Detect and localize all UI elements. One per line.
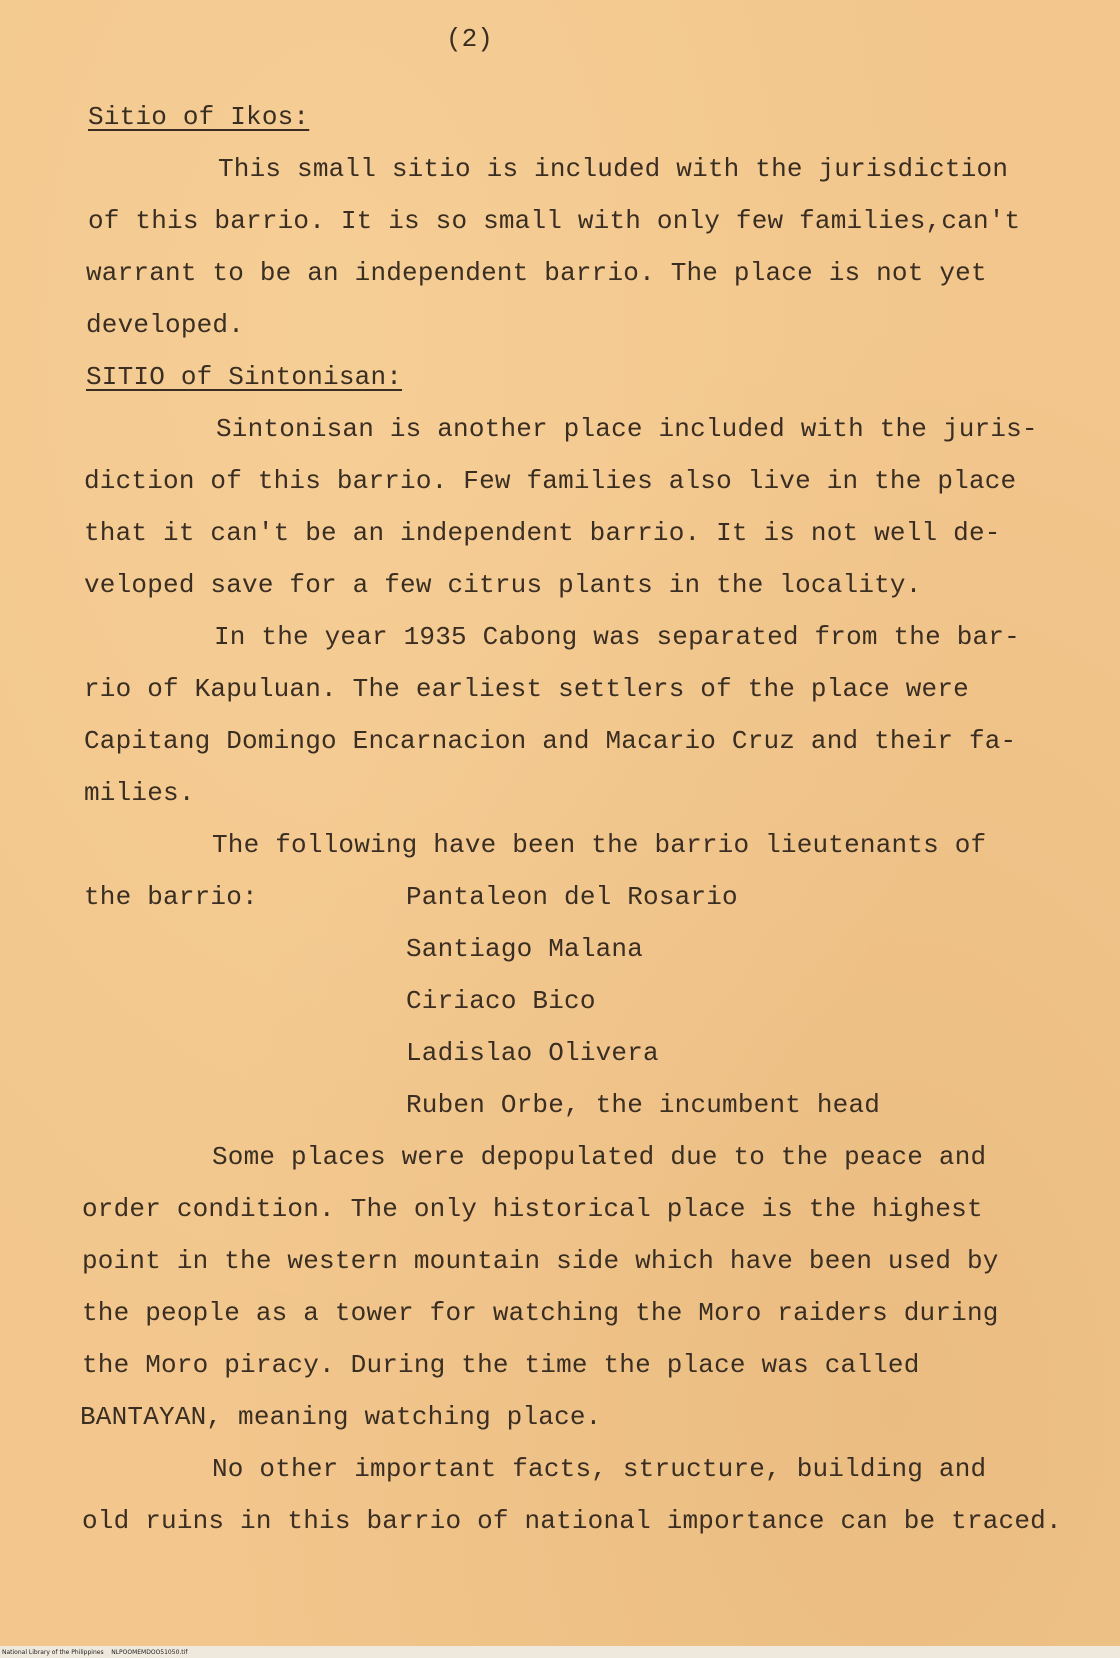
paragraph-line: milies. xyxy=(84,778,195,808)
paragraph-line: veloped save for a few citrus plants in the locality. xyxy=(84,570,922,600)
paragraph-line: BANTAYAN, meaning watching place. xyxy=(80,1402,602,1432)
lieutenant-name: Ciriaco Bico xyxy=(406,986,596,1016)
paragraph-line: that it can't be an independent barrio. It is not well de- xyxy=(84,518,1001,548)
lieutenant-name: Santiago Malana xyxy=(406,934,644,964)
lieutenant-name: Pantaleon del Rosario xyxy=(406,882,738,912)
paragraph-line: developed. xyxy=(86,310,245,340)
paragraph-line: the people as a tower for watching the Moro raiders during xyxy=(82,1298,999,1328)
page-number: (2) xyxy=(446,24,493,54)
paragraph-line: old ruins in this barrio of national importance can be traced. xyxy=(82,1506,1062,1536)
lieutenant-name: Ladislao Olivera xyxy=(406,1038,659,1068)
lieutenant-name: Ruben Orbe, the incumbent head xyxy=(406,1090,881,1120)
paragraph-line: warrant to be an independent barrio. The place is not yet xyxy=(86,258,987,288)
archive-footer: National Library of the Philippines NLPOOMEMDOO51050.tif xyxy=(2,1649,188,1656)
paragraph-line: diction of this barrio. Few families also live in the place xyxy=(84,466,1017,496)
heading-sitio-sintonisan: SITIO of Sintonisan: xyxy=(86,362,403,392)
paragraph-line: of this barrio. It is so small with only few families,can't xyxy=(88,206,1021,236)
paragraph-line: the Moro piracy. During the time the place was called xyxy=(82,1350,920,1380)
paragraph-line: No other important facts, structure, building and xyxy=(212,1454,987,1484)
paragraph-line: Sintonisan is another place included with the juris- xyxy=(216,414,1038,444)
paragraph-line: order condition. The only historical place is the highest xyxy=(82,1194,983,1224)
paragraph-line: The following have been the barrio lieutenants of xyxy=(212,830,987,860)
paragraph-line: rio of Kapuluan. The earliest settlers of the place were xyxy=(84,674,969,704)
paragraph-line: Some places were depopulated due to the peace and xyxy=(212,1142,987,1172)
paragraph-line: Capitang Domingo Encarnacion and Macario Cruz and their fa- xyxy=(84,726,1017,756)
heading-sitio-ikos: Sitio of Ikos: xyxy=(88,102,310,132)
paragraph-line: the barrio: xyxy=(84,882,258,912)
paragraph-line: point in the western mountain side which have been used by xyxy=(82,1246,999,1276)
paragraph-line: This small sitio is included with the jurisdiction xyxy=(218,154,1009,184)
paragraph-line: In the year 1935 Cabong was separated from the bar- xyxy=(214,622,1020,652)
